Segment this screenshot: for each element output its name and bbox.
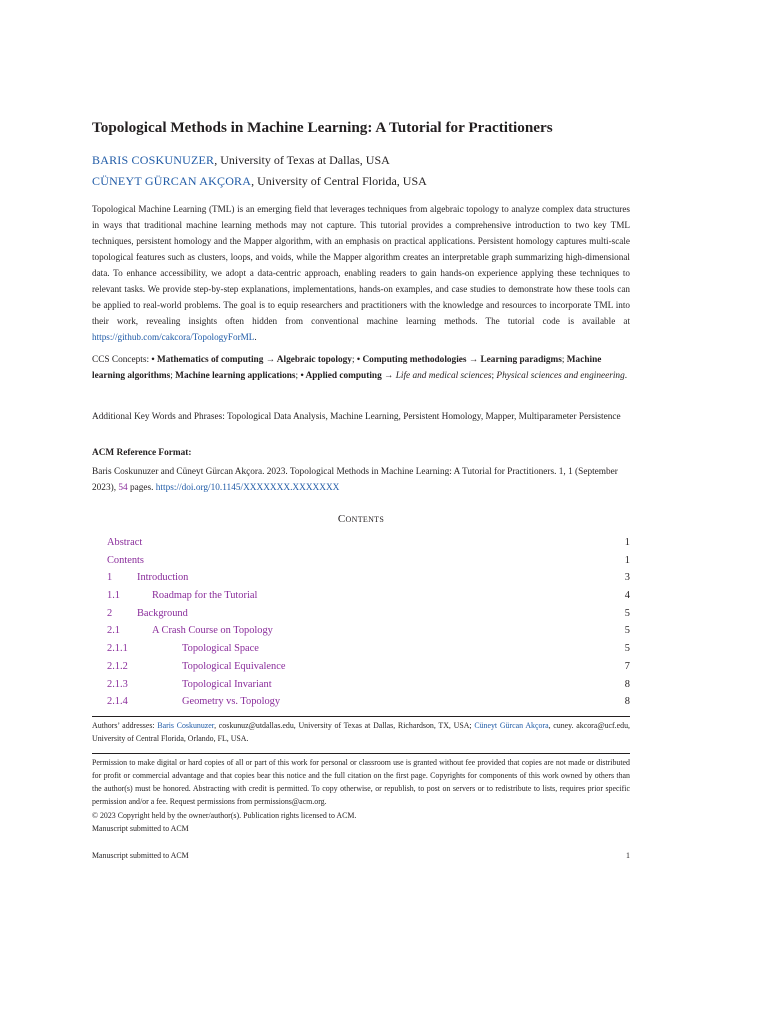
addr-text: , coskunuz@utdallas.edu, University of Texas at Dallas, Richardson, TX, USA; <box>214 721 475 730</box>
author-affiliation: , University of Texas at Dallas, USA <box>214 153 390 167</box>
footer-venue: Manuscript submitted to ACM <box>92 851 189 860</box>
ccs-arrow: → <box>381 371 396 381</box>
page-count-link[interactable]: 54 <box>118 483 128 493</box>
toc-label[interactable]: A Crash Course on Topology <box>152 625 273 637</box>
permission-notice: Permission to make digital or hard copies of all or part of this work for personal or classroom use is granted without fee provided that copies are not made or distributed for profit or commercial advantage and that copies bear this notice and the full citation on the first page. Copyrights for components of this work owned by others than the author(s) must be honored. Abstracting with credit is permitted. To copy otherwise, or republish, to post on servers or to redistribute to lists, requires prior specific permission and/or a fee. Request permissions from permissions@acm.org. <box>92 758 630 806</box>
code-link[interactable]: https://github.com/cakcora/TopologyForML <box>92 332 255 342</box>
addr-text: , cuney. akcora@ucf.edu, University of Central Florida, Orlando, FL, USA. <box>92 721 630 743</box>
toc-entry[interactable] <box>107 572 630 590</box>
reference-pages-word: pages. <box>127 483 156 493</box>
toc-label[interactable]: Background <box>137 607 188 619</box>
copyright-line: © 2023 Copyright held by the owner/author(s). Publication rights licensed to ACM. <box>92 811 357 820</box>
addr-prefix: Authors’ addresses: <box>92 721 158 730</box>
ccs-concept-italic: Physical sciences and engineering <box>496 371 625 381</box>
toc-page-number: 8 <box>624 696 630 708</box>
reference-format <box>92 464 630 496</box>
abstract-text: Topological Machine Learning (TML) is an emerging field that leverages techniques from algebraic topology to analyze complex data structures in ways that traditional machine learning methods may not capture. This tutorial provides a comprehensive introduction to two key TML techniques, persistent homology and the Mapper algorithm, with an emphasis on practical applications. Persistent homology captures multi-scale topological features such as clusters, loops, and voids, while the Mapper algorithm creates an interpretable graph summarizing high-dimensional data. To enhance accessibility, we adopt a data-centric approach, enabling readers to gain hands-on experience applying these techniques to relevant tasks. We provide step-by-step explanations, implementations, hands-on examples, and case studies to demonstrate how these tools can be applied to real-world problems. The goal is to equip researchers and practitioners with the knowledge and resources to incorporate TML into their work, revealing insights often hidden from conventional machine learning methods. The tutorial code is available at <box>92 204 630 326</box>
ccs-concept-italic: Life and medical sciences <box>395 371 492 381</box>
permission-divider <box>92 753 630 754</box>
submitted-line: Manuscript submitted to ACM <box>92 824 189 833</box>
toc-page-number: 5 <box>624 625 630 637</box>
author-2 <box>92 174 427 189</box>
toc-page-number: 4 <box>624 590 630 602</box>
toc-label[interactable]: Abstract <box>107 537 143 548</box>
ccs-concept: • Computing methodologies → Learning paradigms <box>356 355 562 365</box>
reference-text: Baris Coskunuzer and Cüneyt Gürcan Akçora. 2023. Topological Methods in Machine Learning: A Tutorial for Practitioners. 1, 1 (September 2023), <box>92 467 618 493</box>
toc-label[interactable]: Geometry vs. Topology <box>182 696 281 708</box>
toc-entry[interactable] <box>107 555 630 573</box>
ccs-end: . <box>624 371 628 381</box>
toc-label[interactable]: Topological Equivalence <box>182 660 286 672</box>
ccs-concept: • Applied computing <box>300 371 382 381</box>
toc-page-number: 8 <box>624 678 630 690</box>
reference-format-heading: ACM Reference Format: <box>92 448 192 458</box>
toc-page-number: 1 <box>624 554 630 566</box>
ccs-concept: Machine learning applications <box>175 371 296 381</box>
toc-number: 1 <box>107 572 113 584</box>
toc-number: 2.1.3 <box>107 678 128 690</box>
copyright-block <box>92 809 356 835</box>
toc-entry[interactable] <box>107 590 630 608</box>
toc-number: 2.1 <box>107 625 120 637</box>
toc-entry[interactable] <box>107 537 630 555</box>
toc-entry[interactable] <box>107 625 630 643</box>
contents-heading: Contents <box>337 513 385 525</box>
ccs-sep: ; <box>491 371 497 381</box>
addr-author-link[interactable]: Cüneyt Gürcan Akçora <box>474 721 549 730</box>
abstract <box>92 201 630 345</box>
toc-label[interactable]: Topological Space <box>182 643 259 655</box>
ccs-sep: ; <box>561 355 567 365</box>
toc-label[interactable]: Topological Invariant <box>182 678 272 690</box>
toc-label[interactable]: Roadmap for the Tutorial <box>152 590 258 602</box>
toc-entry[interactable] <box>107 643 630 661</box>
ccs-sep: ; <box>351 355 357 365</box>
ccs-concept: • Mathematics of computing → Algebraic topology <box>151 355 352 365</box>
addr-author-link[interactable]: Baris Coskunuzer <box>157 721 215 730</box>
authors-addresses <box>92 719 630 745</box>
author-affiliation: , University of Central Florida, USA <box>251 174 427 188</box>
toc-label[interactable]: Contents <box>107 554 144 566</box>
ccs-sep: ; <box>170 371 176 381</box>
author-name-link[interactable]: BARIS COSKUNUZER <box>92 153 215 167</box>
toc-page-number: 5 <box>624 643 630 655</box>
footnote-divider <box>92 716 630 717</box>
toc-number: 1.1 <box>107 590 120 602</box>
ccs-concept: Machine learning algorithms <box>92 355 602 381</box>
ccs-concepts <box>92 352 630 384</box>
table-of-contents <box>107 537 630 714</box>
toc-number: 2 <box>107 607 113 619</box>
toc-entry[interactable] <box>107 679 630 697</box>
keywords: Additional Key Words and Phrases: Topological Data Analysis, Machine Learning, Persistent Homology, Mapper, Multiparameter Persistence <box>92 412 621 422</box>
toc-number: 2.1.2 <box>107 660 128 672</box>
toc-number: 2.1.1 <box>107 643 128 655</box>
toc-entry[interactable] <box>107 661 630 679</box>
author-1 <box>92 153 390 168</box>
abstract-end: . <box>254 332 257 342</box>
footer-page-number: 1 <box>626 851 630 860</box>
toc-page-number: 5 <box>624 607 630 619</box>
toc-page-number: 1 <box>624 537 630 548</box>
toc-page-number: 7 <box>624 660 630 672</box>
doi-link[interactable]: https://doi.org/10.1145/XXXXXXX.XXXXXXX <box>155 483 340 493</box>
author-name-link[interactable]: CÜNEYT GÜRCAN AKÇORA <box>92 174 252 188</box>
toc-label[interactable]: Introduction <box>137 572 189 584</box>
toc-page-number: 3 <box>624 572 630 584</box>
toc-number: 2.1.4 <box>107 696 128 708</box>
paper-title: Topological Methods in Machine Learning: A Tutorial for Practitioners <box>92 119 553 136</box>
ccs-label: CCS Concepts: <box>92 355 152 365</box>
toc-entry[interactable] <box>107 696 630 714</box>
ccs-sep: ; <box>295 371 301 381</box>
toc-entry[interactable] <box>107 608 630 626</box>
